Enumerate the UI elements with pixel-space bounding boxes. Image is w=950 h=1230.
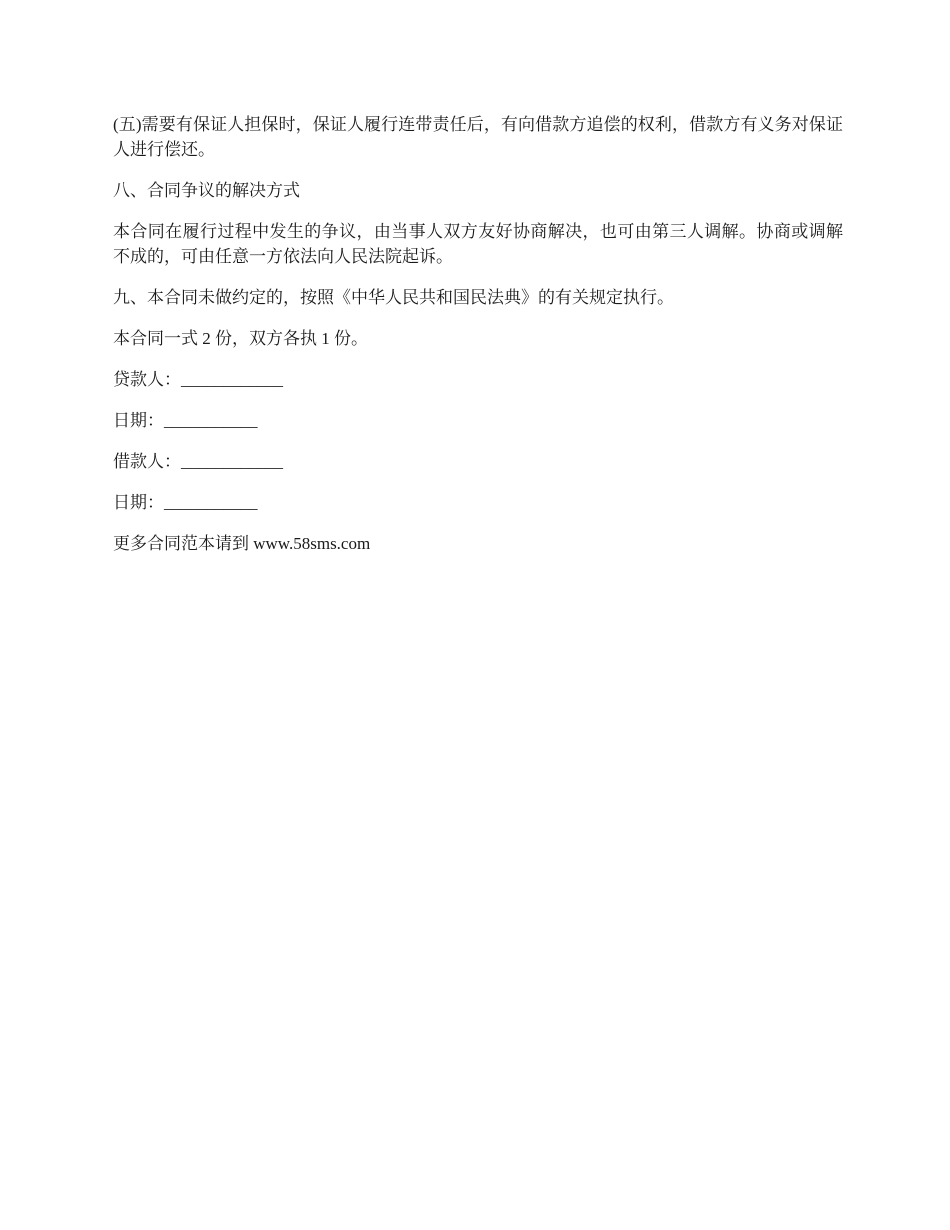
clause-copies: 本合同一式 2 份，双方各执 1 份。 xyxy=(113,329,368,348)
signature-borrower-date-row xyxy=(113,490,843,515)
clause-dispute-resolution: 本合同在履行过程中发生的争议，由当事人双方友好协商解决，也可由第三人调解。协商或调解不成的，可由任意一方依法向人民法院起诉。 xyxy=(113,222,843,266)
signature-lender-date-row xyxy=(113,408,843,433)
footer-more-templates: 更多合同范本请到 www.58sms.com xyxy=(113,534,371,553)
signature-borrower-row xyxy=(113,449,843,474)
signature-lender-label: 贷款人： xyxy=(113,370,181,389)
contract-page xyxy=(113,112,843,556)
signature-lender-date-label: 日期： xyxy=(113,411,164,430)
signature-lender-row xyxy=(113,367,843,392)
signature-borrower-label: 借款人： xyxy=(113,452,181,471)
signature-borrower-date-blank: ___________ xyxy=(164,493,258,512)
signature-borrower-date-label: 日期： xyxy=(113,493,164,512)
signature-lender-blank: ____________ xyxy=(181,370,283,389)
section-heading-dispute-resolution: 八、合同争议的解决方式 xyxy=(113,181,300,200)
clause-civil-code-reference: 九、本合同未做约定的，按照《中华人民共和国民法典》的有关规定执行。 xyxy=(113,288,674,307)
signature-borrower-blank: ____________ xyxy=(181,452,283,471)
clause-guarantor-recourse: (五)需要有保证人担保时，保证人履行连带责任后，有向借款方追偿的权利，借款方有义务对保证人进行偿还。 xyxy=(113,115,843,159)
signature-lender-date-blank: ___________ xyxy=(164,411,258,430)
